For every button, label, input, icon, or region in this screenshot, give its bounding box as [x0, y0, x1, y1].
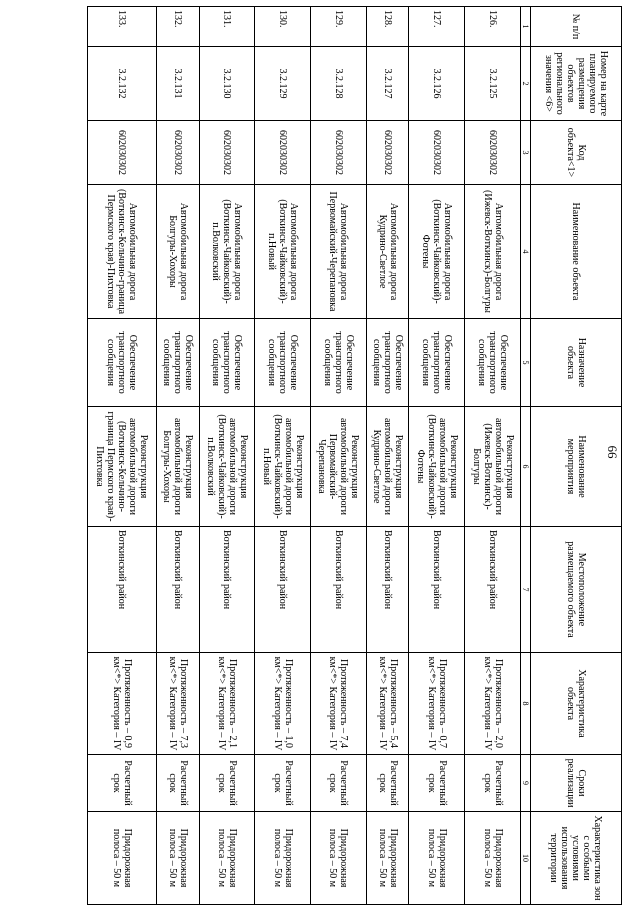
object-location: Воткинский район	[255, 527, 311, 653]
implementation-term: Расчетный срок	[199, 755, 255, 812]
object-location: Воткинский район	[199, 527, 255, 653]
map-number: 3.2.131	[156, 47, 199, 121]
object-location: Воткинский район	[465, 527, 521, 653]
page-number: 66	[605, 445, 620, 459]
object-characteristic: Протяженность – 5,4 км<*> Категория – IV	[366, 653, 409, 755]
object-characteristic: Протяженность – 0,9 км<*> Категория – IV	[88, 653, 157, 755]
zone-characteristic: Придорожная полоса – 50 м	[156, 812, 199, 905]
row-index: 127.	[409, 7, 465, 47]
object-characteristic: Протяженность – 7,4 км<*> Категория – IV	[311, 653, 367, 755]
map-number: 3.2.126	[409, 47, 465, 121]
object-code: 602030302	[156, 121, 199, 185]
row-index: 130.	[255, 7, 311, 47]
column-number: 2	[521, 47, 531, 121]
zone-characteristic: Придорожная полоса – 50 м	[409, 812, 465, 905]
planned-objects-table	[87, 6, 622, 905]
zone-characteristic: Придорожная полоса – 50 м	[88, 812, 157, 905]
object-name: Автомобильная дорога (Воткинск-Чайковский)-п.Новый	[255, 185, 311, 319]
header-cell: Характеристика зон с особыми условиями использования территории	[531, 812, 622, 905]
zone-characteristic: Придорожная полоса – 50 м	[311, 812, 367, 905]
object-code: 602030302	[199, 121, 255, 185]
object-characteristic: Протяженность – 2,1 км<*> Категория – IV	[199, 653, 255, 755]
column-number: 10	[521, 812, 531, 905]
column-number: 8	[521, 653, 531, 755]
row-index: 131.	[199, 7, 255, 47]
header-cell: Наименование объекта	[531, 185, 622, 319]
object-code: 602030302	[409, 121, 465, 185]
column-number-row	[521, 7, 531, 905]
implementation-term: Расчетный срок	[465, 755, 521, 812]
object-code: 602030302	[465, 121, 521, 185]
column-number: 4	[521, 185, 531, 319]
measure-name: Реконструкция автомобильной дороги (Воткинск-Чайковский)-п.Волковский	[199, 407, 255, 527]
map-number: 3.2.125	[465, 47, 521, 121]
object-purpose: Обеспечение транспортного сообщения	[366, 319, 409, 407]
column-number: 3	[521, 121, 531, 185]
zone-characteristic: Придорожная полоса – 50 м	[255, 812, 311, 905]
header-cell: Наименование мероприятия	[531, 407, 622, 527]
implementation-term: Расчетный срок	[255, 755, 311, 812]
table-row	[465, 7, 521, 905]
rotated-table-wrapper	[87, 6, 622, 904]
object-location: Воткинский район	[156, 527, 199, 653]
table-row	[255, 7, 311, 905]
implementation-term: Расчетный срок	[366, 755, 409, 812]
object-name: Автомобильная дорога (Воткинск-Чайковский)-Фотены	[409, 185, 465, 319]
implementation-term: Расчетный срок	[311, 755, 367, 812]
object-characteristic: Протяженность – 7,3 км<*> Категория – IV	[156, 653, 199, 755]
object-characteristic: Протяженность – 1,0 км<*> Категория – IV	[255, 653, 311, 755]
zone-characteristic: Придорожная полоса – 50 м	[465, 812, 521, 905]
object-name: Автомобильная дорога (Воткинск-Кельчино-граница Пермского края)-Пихтовка	[88, 185, 157, 319]
column-number: 7	[521, 527, 531, 653]
column-number: 1	[521, 7, 531, 47]
object-location: Воткинский район	[311, 527, 367, 653]
map-number: 3.2.127	[366, 47, 409, 121]
object-code: 602030302	[88, 121, 157, 185]
header-cell: Местоположение размещаемого объекта	[531, 527, 622, 653]
table-row	[366, 7, 409, 905]
column-number: 5	[521, 319, 531, 407]
object-location: Воткинский район	[366, 527, 409, 653]
object-name: Автомобильная дорога Кудрино-Светлое	[366, 185, 409, 319]
zone-characteristic: Придорожная полоса – 50 м	[199, 812, 255, 905]
object-code: 602030302	[366, 121, 409, 185]
object-purpose: Обеспечение транспортного сообщения	[409, 319, 465, 407]
row-index: 128.	[366, 7, 409, 47]
row-index: 129.	[311, 7, 367, 47]
map-number: 3.2.129	[255, 47, 311, 121]
measure-name: Реконструкция автомобильной дороги (Воткинск-Чайковский)-Фотены	[409, 407, 465, 527]
implementation-term: Расчетный срок	[156, 755, 199, 812]
object-name: Автомобильная дорога Первомайский-Черепановка	[311, 185, 367, 319]
zone-characteristic: Придорожная полоса – 50 м	[366, 812, 409, 905]
table-row	[311, 7, 367, 905]
object-location: Воткинский район	[409, 527, 465, 653]
object-name: Автомобильная дорога (Ижевск-Воткинск)-Болгуры	[465, 185, 521, 319]
column-number: 9	[521, 755, 531, 812]
measure-name: Реконструкция автомобильной дороги Кудрино-Светлое	[366, 407, 409, 527]
header-row	[531, 7, 622, 905]
map-number: 3.2.130	[199, 47, 255, 121]
object-purpose: Обеспечение транспортного сообщения	[199, 319, 255, 407]
map-number: 3.2.128	[311, 47, 367, 121]
measure-name: Реконструкция автомобильной дороги Первомайский-Черепановка	[311, 407, 367, 527]
implementation-term: Расчетный срок	[88, 755, 157, 812]
table-row	[199, 7, 255, 905]
row-index: 133.	[88, 7, 157, 47]
measure-name: Реконструкция автомобильной дороги (Воткинск-Чайковский)-п.Новый	[255, 407, 311, 527]
header-cell: Сроки реализации	[531, 755, 622, 812]
measure-name: Реконструкция автомобильной дороги (Ижевск-Воткинск)-Болгуры	[465, 407, 521, 527]
object-purpose: Обеспечение транспортного сообщения	[311, 319, 367, 407]
object-characteristic: Протяженность – 2,0 км<*> Категория – IV	[465, 653, 521, 755]
object-purpose: Обеспечение транспортного сообщения	[156, 319, 199, 407]
row-index: 126.	[465, 7, 521, 47]
object-purpose: Обеспечение транспортного сообщения	[465, 319, 521, 407]
object-characteristic: Протяженность – 0,7 км<*> Категория – IV	[409, 653, 465, 755]
object-purpose: Обеспечение транспортного сообщения	[255, 319, 311, 407]
table-row	[88, 7, 157, 905]
header-cell: Номер на карте планируемого размещения объектов регионального значения <6>	[531, 47, 622, 121]
row-index: 132.	[156, 7, 199, 47]
table-row	[156, 7, 199, 905]
object-code: 602030302	[311, 121, 367, 185]
header-cell: Характеристика объекта	[531, 653, 622, 755]
header-cell: № п/п	[531, 7, 622, 47]
column-number: 6	[521, 407, 531, 527]
measure-name: Реконструкция автомобильной дороги Болгуры-Хохоры	[156, 407, 199, 527]
map-number: 3.2.132	[88, 47, 157, 121]
object-purpose: Обеспечение транспортного сообщения	[88, 319, 157, 407]
object-location: Воткинский район	[88, 527, 157, 653]
object-name: Автомобильная дорога Болгуры-Хохоры	[156, 185, 199, 319]
measure-name: Реконструкция автомобильной дороги (Воткинск-Кельчино-граница Пермского края)-Пихтовка	[88, 407, 157, 527]
header-cell: Назначение объекта	[531, 319, 622, 407]
object-name: Автомобильная дорога (Воткинск-Чайковский)-п.Волковский	[199, 185, 255, 319]
table-row	[409, 7, 465, 905]
implementation-term: Расчетный срок	[409, 755, 465, 812]
object-code: 602030302	[255, 121, 311, 185]
header-cell: Код объекта<1>	[531, 121, 622, 185]
